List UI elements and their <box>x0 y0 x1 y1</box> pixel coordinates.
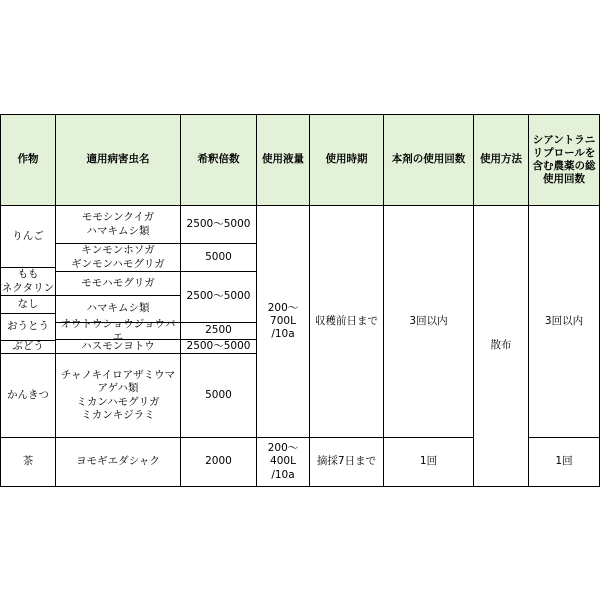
crop-citrus: かんきつ <box>0 354 56 438</box>
pest-cell: ハマキムシ類 <box>56 296 181 323</box>
pest-cell: ヨモギエダシャク <box>56 438 181 487</box>
crop-tea: 茶 <box>0 438 56 487</box>
dilution-cell: 2500～5000 <box>181 340 257 354</box>
pesticide-usage-table <box>0 114 600 487</box>
pest-cell: オウトウショウジョウバエ <box>56 323 181 340</box>
method-cell: 散布 <box>474 206 529 487</box>
volume-tea: 200～ 400L /10a <box>257 438 310 487</box>
dilution-cell: 5000 <box>181 244 257 272</box>
header-count: 本剤の使用回数 <box>384 114 474 206</box>
dilution-cell: 2500～5000 <box>181 206 257 244</box>
pest-cell: キンモンホソガ ギンモンハモグリガ <box>56 244 181 272</box>
dilution-cell: 2500 <box>181 323 257 340</box>
header-method: 使用方法 <box>474 114 529 206</box>
volume-fruit: 200～ 700L /10a <box>257 206 310 438</box>
crop-pear: なし <box>0 296 56 314</box>
dilution-cell: 5000 <box>181 354 257 438</box>
count-tea: 1回 <box>384 438 474 487</box>
pest-cell: ハスモンヨトウ <box>56 340 181 354</box>
crop-apple: りんご <box>0 206 56 268</box>
dilution-cell: 2500～5000 <box>181 272 257 323</box>
crop-grape: ぶどう <box>0 341 56 354</box>
timing-tea: 摘採7日まで <box>310 438 384 487</box>
header-total-uses: シアントラニ リプロールを含む農薬の総使用回数 <box>529 114 600 206</box>
header-pest: 適用病害虫名 <box>56 114 181 206</box>
timing-fruit: 収穫前日まで <box>310 206 384 438</box>
pest-cell: モモシンクイガ ハマキムシ類 <box>56 206 181 244</box>
total-fruit: 3回以内 <box>529 206 600 438</box>
header-volume: 使用液量 <box>257 114 310 206</box>
header-crop: 作物 <box>0 114 56 206</box>
count-fruit: 3回以内 <box>384 206 474 438</box>
crop-peach-nectarine: もも ネクタリン <box>0 268 56 296</box>
crop-cherry: おうとう <box>0 314 56 341</box>
pest-cell: モモハモグリガ <box>56 272 181 296</box>
pest-cell: チャノキイロアザミウマ アゲハ類 ミカンハモグリガ ミカンキジラミ <box>56 354 181 438</box>
total-tea: 1回 <box>529 438 600 487</box>
header-dilution: 希釈倍数 <box>181 114 257 206</box>
dilution-cell: 2000 <box>181 438 257 487</box>
header-timing: 使用時期 <box>310 114 384 206</box>
